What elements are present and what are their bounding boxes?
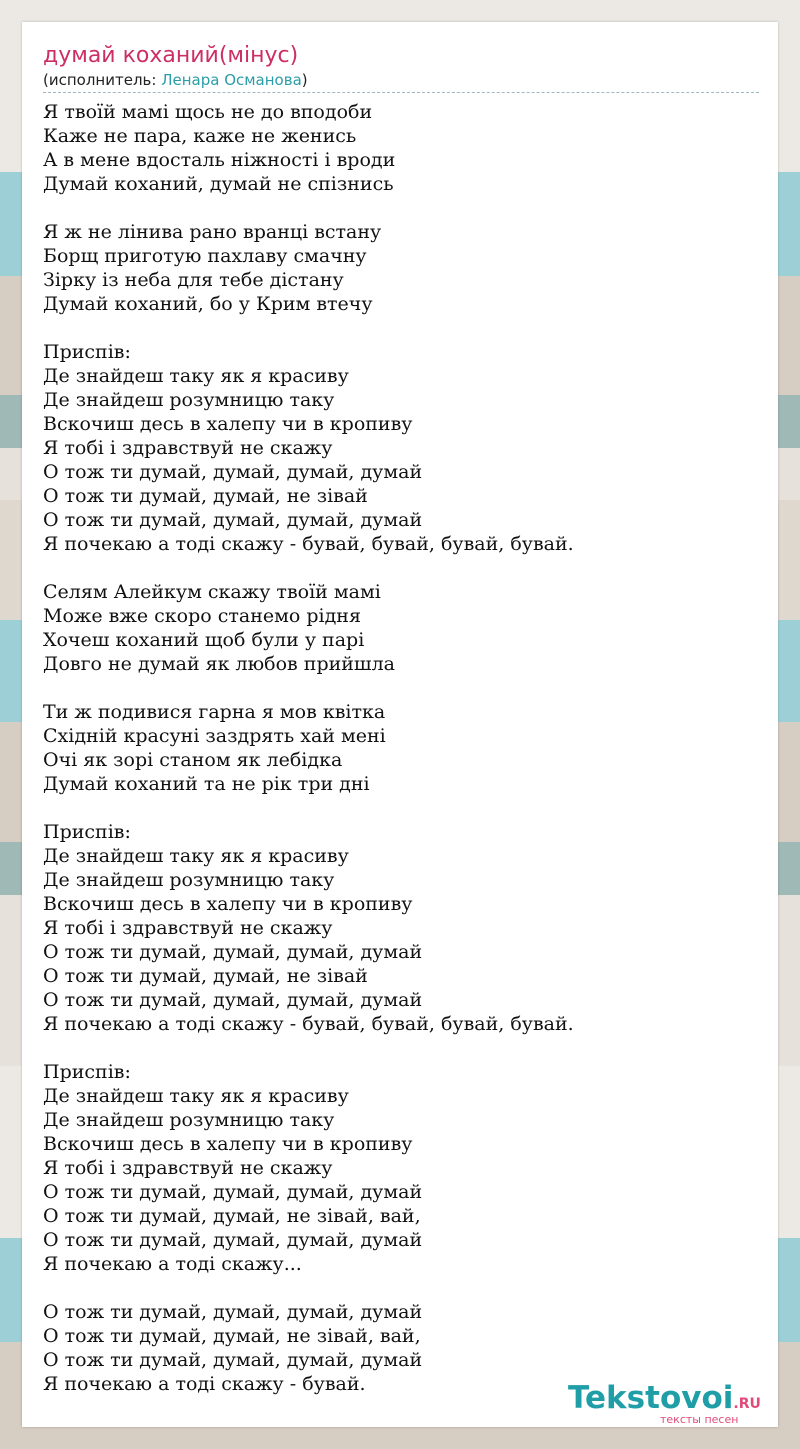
logo-name: Tekstovoi [568,1380,734,1416]
lyric-line: О тож ти думай, думай, не зівай, вай, [43,1325,421,1347]
lyrics-card [22,22,778,1427]
lyric-line: Де знайдеш таку як я красиву [43,365,349,387]
lyric-line: О тож ти думай, думай, думай, думай [43,509,423,531]
lyrics-body [43,100,759,1396]
lyric-blank-line [43,316,759,340]
lyric-line: Думай коханий та не рік три дні [43,773,370,795]
lyric-blank-line [43,556,759,580]
lyric-line: Каже не пара, каже не женись [43,125,357,147]
lyric-line: Селям Алейкум скажу твоїй мамі [43,581,381,603]
lyric-blank-line [43,796,759,820]
artist-suffix: ) [301,71,308,89]
lyric-line: О тож ти думай, думай, думай, думай [43,941,423,963]
lyric-blank-line [43,1276,759,1300]
lyric-line: О тож ти думай, думай, думай, думай [43,461,423,483]
lyric-line: Я тобі і здравствуй не скажу [43,1157,333,1179]
lyric-line: Де знайдеш таку як я красиву [43,1085,349,1107]
lyric-line: Я почекаю а тоді скажу... [43,1253,302,1275]
lyric-line: Східній красуні заздрять хай мені [43,725,386,747]
lyric-line: Може вже скоро станемо рідня [43,605,361,627]
lyric-blank-line [43,196,759,220]
artist-line [43,71,759,93]
lyric-line: О тож ти думай, думай, не зівай [43,485,368,507]
song-title: думай коханий(мінус) [43,43,299,68]
lyric-line: Де знайдеш таку як я красиву [43,845,349,867]
logo-tld: .RU [733,1396,761,1412]
lyric-line: Очі як зорі станом як лебідка [43,749,343,771]
lyric-line: О тож ти думай, думай, думай, думай [43,1181,423,1203]
lyric-line: Де знайдеш розумницю таку [43,869,335,891]
lyric-line: Довго не думай як любов прийшла [43,653,395,675]
lyric-line: Я твоїй мамі щось не до вподоби [43,101,373,123]
lyric-line: А в мене вдосталь ніжності і вроди [43,149,396,171]
logo-tagline: тексты песен [660,1413,739,1426]
lyric-line: Вскочиш десь в халепу чи в кропиву [43,413,413,435]
artist-prefix: (исполнитель: [43,71,162,89]
lyric-line: Приспів: [43,341,131,363]
lyric-line: Думай коханий, думай не спізнись [43,173,394,195]
lyric-line: О тож ти думай, думай, не зівай, вай, [43,1205,421,1227]
lyric-line: О тож ти думай, думай, думай, думай [43,989,423,1011]
lyric-line: Де знайдеш розумницю таку [43,1109,335,1131]
lyric-line: Ти ж подивися гарна я мов квітка [43,701,386,723]
lyric-line: Хочеш коханий щоб були у парі [43,629,365,651]
lyric-line: Вскочиш десь в халепу чи в кропиву [43,893,413,915]
site-logo[interactable] [568,1381,778,1425]
lyric-line: Я тобі і здравствуй не скажу [43,917,333,939]
lyric-line: О тож ти думай, думай, думай, думай [43,1229,423,1251]
artist-link[interactable]: Ленара Османова [161,71,302,89]
lyric-line: Де знайдеш розумницю таку [43,389,335,411]
lyric-line: О тож ти думай, думай, не зівай [43,965,368,987]
lyric-line: Думай коханий, бо у Крим втечу [43,293,373,315]
lyric-blank-line [43,1036,759,1060]
lyric-line: Я ж не лінива рано вранці встану [43,221,382,243]
lyric-line: Я тобі і здравствуй не скажу [43,437,333,459]
lyric-line: Я почекаю а тоді скажу - бувай, бувай, бувай, бувай. [43,533,574,555]
lyric-line: Борщ приготую пахлаву смачну [43,245,367,267]
lyric-line: Приспів: [43,1061,131,1083]
lyric-line: О тож ти думай, думай, думай, думай [43,1301,423,1323]
lyric-blank-line [43,676,759,700]
lyric-line: Я почекаю а тоді скажу - бувай. [43,1373,366,1395]
lyric-line: Я почекаю а тоді скажу - бувай, бувай, бувай, бувай. [43,1013,574,1035]
lyric-line: Вскочиш десь в халепу чи в кропиву [43,1133,413,1155]
lyric-line: О тож ти думай, думай, думай, думай [43,1349,423,1371]
lyric-line: Приспів: [43,821,131,843]
lyric-line: Зірку із неба для тебе дістану [43,269,344,291]
